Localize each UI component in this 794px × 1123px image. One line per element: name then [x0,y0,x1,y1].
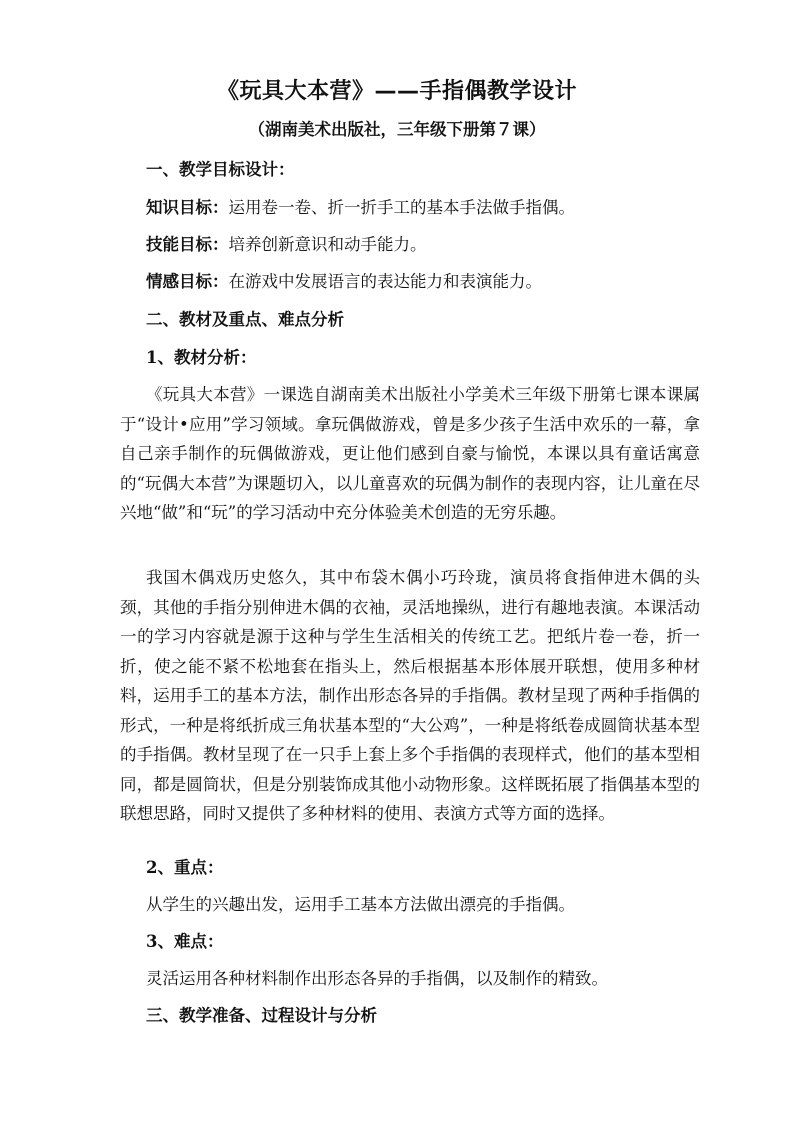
section-heading-preparation: 三、教学准备、过程设计与分析 [146,1006,377,1025]
paragraph-material-analysis: 《玩具大本营》一课选自湖南美术出版社小学美术三年级下册第七课本课属于“设计•应用”学习领域。拿玩偶做游戏，曾是多少孩子生活中欢乐的一幕，拿自己亲手制作的玩偶做游戏，更让他们感到自豪与愉悦，本课以具有童话寓意的“玩偶大本营”为课题切入，以儿童喜欢的玩偶为制作的表现内容，让儿童在尽兴地“做”和“玩”的学习活动中充分体验美术创造的无穷乐趣。 [120,385,700,522]
skill-objective-text: 培养创新意识和动手能力。 [228,235,427,254]
key-point-text: 从学生的兴趣出发，运用手工基本方法做出漂亮的手指偶。 [146,895,575,914]
page-subtitle: （湖南美术出版社，三年级下册第７课） [248,120,546,139]
emotion-objective [146,270,706,294]
page-title: 《玩具大本营》——手指偶教学设计 [216,79,577,104]
knowledge-objective-label: 知识目标： [146,198,229,217]
skill-objective [146,233,706,257]
knowledge-objective-text: 运用卷一卷、折一折手工的基本手法做手指偶。 [228,198,575,217]
section-heading-materials: 二、教材及重点、难点分析 [146,310,344,329]
emotion-objective-label: 情感目标： [146,272,229,291]
section-heading-objectives: 一、教学目标设计： [146,160,295,179]
paragraph-puppet-history: 我国木偶戏历史悠久，其中布袋木偶小巧玲珑，演员将食指伸进木偶的头颈，其他的手指分别伸进木偶的衣袖，灵活地操纵，进行有趣地表演。本课活动一的学习内容就是源于这种与学生生活相关的传统工艺。把纸片卷一卷，折一折，使之能不紧不松地套在指头上，然后根据基本形体展开联想，使用多种材料，运用手工的基本方法，制作出形态各异的手指偶。教材呈现了两种手指偶的形式，一种是将纸折成三角状基本型的“大公鸡”，一种是将纸卷成圆筒状基本型的手指偶。教材呈现了在一只手上套上多个手指偶的表现样式，他们的基本型相同，都是圆筒状，但是分别装饰成其他小动物形象。这样既拓展了指偶基本型的联想思路，同时又提供了多种材料的使用、表演方式等方面的选择。 [120,568,700,823]
skill-objective-label: 技能目标： [146,235,229,254]
difficulty-text: 灵活运用各种材料制作出形态各异的手指偶，以及制作的精致。 [146,969,608,988]
subheading-difficulty: 3、难点： [146,932,224,951]
knowledge-objective [146,196,706,220]
emotion-objective-text: 在游戏中发展语言的表达能力和表演能力。 [228,272,542,291]
subheading-material-analysis: 1、教材分析： [146,348,257,367]
subheading-key-point: 2、重点： [146,858,224,877]
